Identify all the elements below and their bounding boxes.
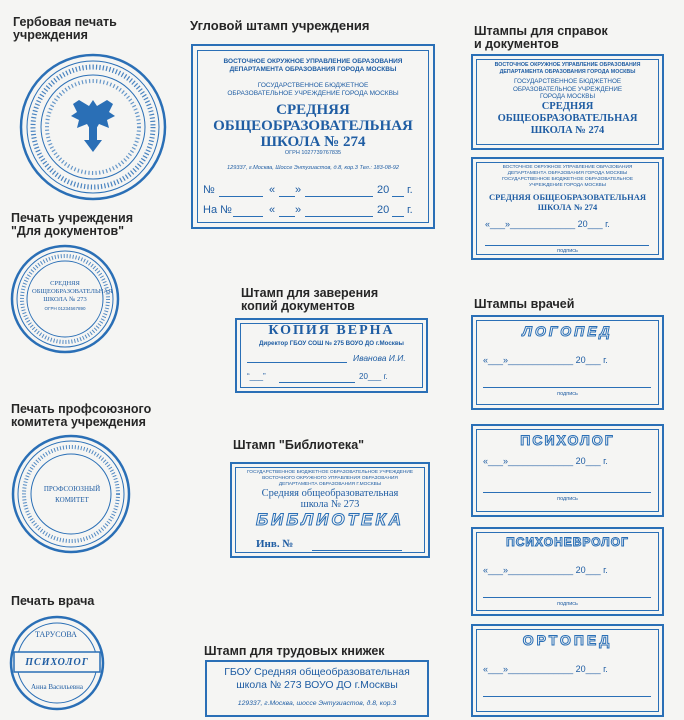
library-stamp [230, 462, 430, 558]
psihonevrolog-date: «___»_____________ 20___ г. [483, 565, 608, 575]
corner-na-no-label: На № [203, 204, 232, 216]
logoped-date: «___»_____________ 20___ г. [483, 355, 608, 365]
certify-copy-stamp [235, 318, 428, 393]
doctor-seal-middle: ПСИХОЛОГ [25, 657, 89, 668]
corner-quote-open-2: « [269, 204, 276, 216]
psiholog-date: «___»_____________ 20___ г. [483, 456, 608, 466]
union-seal-center: ПРОФСОЮЗНЫЙ КОМИТЕТ [43, 485, 101, 504]
copy-director: Директор ГБОУ СОШ № 275 ВОУО ДО г.Москвы [259, 340, 404, 347]
corner-quote-close-2: » [295, 204, 302, 216]
cert2-dept: ВОСТОЧНОЕ ОКРУЖНОЕ УПРАВЛЕНИЕ ОБРАЗОВАНИЯ ДЕПАРТАМЕНТА ОБРАЗОВАНИЯ ГОРОДА МОСКВЫ ГОСУДАРСТВЕННОЕ БЮДЖЕТНОЕ ОБРАЗОВАТЕЛЬНОЕ УЧРЕЖДЕНИЕ ГОРОДА МОСКВЫ [501, 165, 634, 188]
heading-corner-stamp: Угловой штамп учреждения [190, 18, 370, 33]
cert1-dept: ВОСТОЧНОЕ ОКРУЖНОЕ УПРАВЛЕНИЕ ОБРАЗОВАНИЯ ДЕПАРТАМЕНТА ОБРАЗОВАНИЯ ГОРОДА МОСКВЫ [494, 62, 641, 75]
logoped-sign: подпись [557, 391, 578, 397]
certificate-stamp-2 [471, 157, 664, 260]
certificate-stamp-1 [471, 54, 664, 150]
institution-seal-ogrn: ОГРН 01234567890 [44, 306, 86, 311]
doctor-stamp-psihonevrolog [471, 527, 664, 616]
heading-doctor-stamps: Штампы врачей [474, 297, 575, 311]
institution-seal-center: СРЕДНЯЯ ОБЩЕОБРАЗОВАТЕЛЬНАЯ ШКОЛА № 273 [32, 280, 113, 303]
corner-g: г. [407, 184, 413, 196]
heading-certify-stamp: Штамп для заверения копий документов [241, 286, 379, 313]
psiholog-title: ПСИХОЛОГ [520, 432, 615, 448]
library-inv: Инв. № [256, 538, 294, 550]
heading-union-seal: Печать профсоюзного комитета учреждения [11, 402, 152, 429]
doctor-stamp-psiholog [471, 424, 664, 517]
coat-of-arms-seal [18, 52, 168, 202]
heading-institution-seal: Печать учреждения "Для документов" [11, 211, 134, 238]
library-dept: ГОСУДАРСТВЕННОЕ БЮДЖЕТНОЕ ОБРАЗОВАТЕЛЬНОЕ УЧРЕЖДЕНИЕ ВОСТОЧНОГО ОКРУЖНОГО УПРАВЛЕНИЯ ОБРАЗОВАНИЯ ДЕПАРТАМЕНТА ОБРАЗОВАНИЯ Г.МОСКВЫ [246, 470, 414, 487]
copy-name: Иванова И.И. [353, 353, 406, 363]
corner-year: 20 [377, 184, 390, 196]
psihonevrolog-title: ПСИХОНЕВРОЛОГ [506, 535, 629, 549]
labor-address: 129337, г.Москва, шоссе Энтузиастов, д.8, кор.3 [237, 700, 397, 707]
doctor-stamp-ortoped [471, 624, 664, 717]
corner-stamp [191, 44, 435, 229]
corner-year-2: 20 [377, 204, 390, 216]
doctor-stamp-logoped [471, 315, 664, 410]
library-school: Средняя общеобразовательная школа № 273 [261, 488, 399, 510]
corner-quote-open: « [269, 184, 276, 196]
doctor-seal-top: ТАРУСОВА [35, 630, 77, 639]
corner-dept: ВОСТОЧНОЕ ОКРУЖНОЕ УПРАВЛЕНИЕ ОБРАЗОВАНИЯ ДЕПАРТАМЕНТА ОБРАЗОВАНИЯ ГОРОДА МОСКВЫ [223, 58, 403, 73]
corner-quote-close: » [295, 184, 302, 196]
doctor-seal-bottom: Анна Васильевна [31, 683, 83, 691]
logoped-title: ЛОГОПЕД [522, 323, 613, 339]
labor-line1: ГБОУ Средняя общеобразовательная школа № 273 ВОУО ДО г.Москвы [224, 666, 410, 691]
copy-year: 20___ г. [359, 372, 388, 381]
labor-book-stamp [205, 660, 429, 717]
ortoped-date: «___»_____________ 20___ г. [483, 664, 608, 674]
psihonevrolog-sign: подпись [557, 601, 578, 607]
heading-library-stamp: Штамп "Библиотека" [233, 438, 365, 452]
ortoped-title: ОРТОПЕД [522, 632, 613, 648]
copy-title: КОПИЯ ВЕРНА [268, 323, 395, 338]
cert2-sign: подпись [557, 248, 578, 254]
heading-doctor-seal: Печать врача [11, 594, 95, 608]
copy-date-quote: “___” [247, 372, 266, 381]
corner-no-label: № [203, 184, 215, 196]
heading-cert-stamps: Штампы для справок и документов [474, 24, 608, 51]
heading-labor-stamp: Штамп для трудовых книжек [204, 644, 385, 658]
corner-g-2: г. [407, 204, 413, 216]
corner-ogrn: ОГРН 1027739767835 [284, 150, 342, 156]
library-title: БИБЛИОТЕКА [255, 510, 405, 529]
psiholog-sign: подпись [557, 496, 578, 502]
corner-address: 129337, г.Москва, Шоссе Энтузиастов, д.8, кор.3 Тел.: 183-08-92 [227, 165, 399, 171]
corner-gbou: ГОСУДАРСТВЕННОЕ БЮДЖЕТНОЕ ОБРАЗОВАТЕЛЬНОЕ УЧРЕЖДЕНИЕ ГОРОДА МОСКВЫ [227, 82, 399, 97]
heading-coat-seal: Гербовая печать учреждения [13, 15, 117, 42]
cert2-date: «___»_____________ 20___ г. [485, 219, 610, 229]
corner-school: СРЕДНЯЯ ОБЩЕОБРАЗОВАТЕЛЬНАЯ ШКОЛА № 274 [213, 102, 413, 150]
cert2-school: СРЕДНЯЯ ОБЩЕОБРАЗОВАТЕЛЬНАЯ ШКОЛА № 274 [488, 192, 647, 212]
double-headed-eagle-icon [71, 100, 115, 152]
cert1-gbou: ГОСУДАРСТВЕННОЕ БЮДЖЕТНОЕ ОБРАЗОВАТЕЛЬНОЕ УЧРЕЖДЕНИЕ ГОРОДА МОСКВЫ [512, 78, 623, 100]
cert1-school: СРЕДНЯЯ ОБЩЕОБРАЗОВАТЕЛЬНАЯ ШКОЛА № 274 [497, 101, 638, 136]
